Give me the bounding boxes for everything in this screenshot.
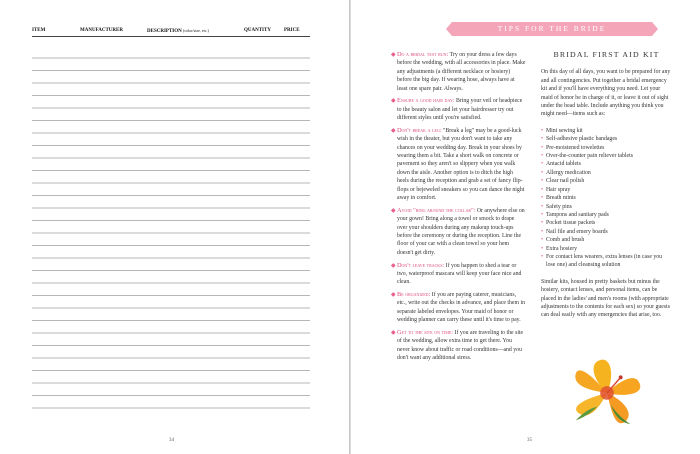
first-aid-kit-column: [541, 51, 672, 320]
bullet-icon: •: [541, 144, 544, 151]
kit-list-item: [541, 177, 672, 185]
kit-list: [541, 127, 672, 270]
tip-heading: Get to the site on time:: [397, 328, 454, 336]
tips-column: [391, 51, 526, 367]
bullet-icon: ◆: [391, 127, 396, 134]
kit-item-label: Extra hosiery: [546, 245, 578, 252]
bullet-icon: •: [541, 237, 544, 244]
col-manufacturer-header: MANUFACTURER: [80, 28, 123, 33]
page-number-left: 34: [169, 438, 174, 443]
bullet-icon: •: [541, 186, 544, 193]
bullet-icon: •: [541, 178, 544, 185]
kit-item-label: Clear nail polish: [546, 178, 585, 185]
section-banner: [452, 22, 652, 36]
kit-item-label: Nail file and emery boards: [546, 228, 608, 235]
bullet-icon: •: [541, 136, 544, 143]
col-quantity-header: QUANTITY: [244, 28, 271, 33]
kit-title: BRIDAL FIRST AID KIT: [553, 50, 660, 59]
tip-item: [391, 207, 526, 257]
bullet-icon: •: [541, 245, 544, 252]
bullet-icon: •: [541, 169, 544, 176]
tip-text: If you are paying caterer, musicians, etc., write out the checks in advance, and place them in separate labeled envelopes. Your maid of honor or wedding planner can carry these until it's time to pay.: [397, 292, 525, 324]
kit-list-item: [541, 152, 672, 160]
bullet-icon: ◆: [391, 292, 396, 299]
tip-heading: Be organized:: [397, 291, 431, 299]
tip-heading: Don't break a leg:: [397, 126, 442, 134]
bullet-icon: •: [541, 203, 544, 210]
tip-heading: Ensure a good hair day:: [397, 97, 455, 105]
kit-list-item: [541, 219, 672, 227]
table-ruled-lines: [32, 46, 310, 420]
col-description-note: (color/size, etc.): [182, 28, 209, 33]
bullet-icon: •: [541, 253, 544, 260]
tip-item: [391, 291, 526, 325]
tip-heading: Don't leave tracks:: [397, 261, 445, 269]
kit-list-item: [541, 236, 672, 244]
kit-intro: On this day of all days, you want to be prepared for any and all contingencies. Put together a bridal emergency kit and if you'll have everything you need. Let your maid of honor be in charge of it, or leave it out of sight under the head table. Include anything you think you might need—items such as:: [541, 69, 671, 118]
tip-text: Try on your dress a few days before the wedding, with all accessories in place. Make any adjustments (a different necklace or hosiery) before the big day. If wearing hose, always have at least one spare pair. Always.: [397, 52, 526, 92]
left-page: [0, 0, 349, 454]
kit-item-label: For contact lens wearers, extra lenses (in case you lose one) and cleansing solution: [546, 253, 663, 269]
kit-list-item: [541, 186, 672, 194]
kit-item-label: Hair spray: [546, 186, 571, 193]
tip-item: [391, 329, 526, 363]
kit-item-label: Over-the-counter pain reliever tablets: [546, 153, 633, 160]
bullet-icon: ◆: [391, 52, 396, 58]
tip-item: [391, 262, 526, 287]
bullet-icon: •: [541, 195, 544, 202]
kit-list-item: [541, 135, 672, 143]
bullet-icon: ◆: [391, 262, 396, 269]
kit-item-label: Allergy medication: [546, 169, 591, 176]
kit-list-item: [541, 211, 672, 219]
kit-list-item: [541, 169, 672, 177]
kit-item-label: Self-adhesive plastic bandages: [546, 136, 618, 143]
bullet-icon: •: [541, 228, 544, 235]
kit-list-item: [541, 144, 672, 152]
banner-title: TIPS FOR THE BRIDE: [497, 24, 607, 33]
bullet-icon: •: [541, 153, 544, 160]
bullet-icon: •: [541, 161, 544, 168]
tip-item: [391, 127, 526, 203]
tip-text: Bring your veil or headpiece to the beauty salon and let your hairdresser try out different styles until you're satisfied.: [397, 98, 523, 122]
kit-item-label: Safety pins: [546, 203, 572, 210]
kit-list-item: [541, 245, 672, 253]
tip-text: "Break a leg" may be a good-luck wish in the theater, but you don't want to take any chances on your wedding day. Break in your shoes by wearing them a bit. Take a short walk on concrete or pavement so they aren't so slippery when you walk down the aisle. Another option is to ditch the high heels during the reception and grab a set of fancy flip-flops or bejeweled sneakers so you can dance the night away in comfort.: [397, 127, 525, 202]
tip-heading: Do a bridal test run:: [397, 51, 449, 58]
kit-list-item: [541, 194, 672, 202]
tip-text: Or anywhere else on your gown! Bring along a towel or smock to drape over your shoulders during any makeup touch-ups before the ceremony or during the reception. Line the floor of your car with a clean towel so your hem doesn't get dirty.: [397, 207, 525, 256]
col-description-header: [147, 28, 209, 34]
kit-item-label: Tampons and sanitary pads: [546, 211, 609, 218]
tip-heading: Avoid "ring around the collar":: [397, 206, 476, 214]
kit-item-label: Mini sewing kit: [546, 127, 583, 134]
col-description-label: DESCRIPTION: [147, 29, 182, 34]
kit-list-item: [541, 228, 672, 236]
tip-item: [391, 97, 526, 122]
kit-item-label: Comb and brush: [546, 237, 585, 244]
kit-item-label: Antacid tablets: [546, 161, 581, 168]
kit-item-label: Breath mints: [546, 195, 576, 202]
tip-text: If you are traveling to the site of the wedding, allow extra time to get there. You never know about traffic or road conditions—and you don't want any additional stress.: [397, 329, 524, 362]
col-item-header: ITEM: [32, 28, 46, 33]
bullet-icon: ◆: [391, 98, 396, 105]
tip-item: [391, 51, 526, 93]
kit-item-label: Pre-moistened towelettes: [546, 144, 605, 151]
kit-item-label: Pocket tissue packets: [546, 220, 596, 227]
bullet-icon: •: [541, 211, 544, 218]
bullet-icon: ◆: [391, 329, 396, 336]
tip-text: If you happen to shed a tear or two, waterproof mascara will keep your face nice and clean.: [397, 262, 522, 286]
kit-list-item: [541, 253, 672, 270]
kit-outro: Similar kits, housed in pretty baskets but minus the hosiery, contact lenses, and personal items, can be placed in the ladies' and men's rooms (with appropriate adjustments to the contents for each sex) so your guests can deal easily with any emergencies that arise, too.: [541, 278, 670, 319]
hibiscus-flower-icon: [568, 355, 646, 427]
col-price-header: PRICE: [284, 28, 300, 33]
bullet-icon: •: [541, 220, 544, 227]
kit-list-item: [541, 127, 672, 135]
header-rule: [32, 36, 310, 37]
bullet-icon: ◆: [391, 207, 396, 214]
bullet-icon: •: [541, 127, 544, 134]
page-number-right: 35: [527, 438, 532, 443]
kit-list-item: [541, 160, 672, 168]
kit-list-item: [541, 203, 672, 211]
